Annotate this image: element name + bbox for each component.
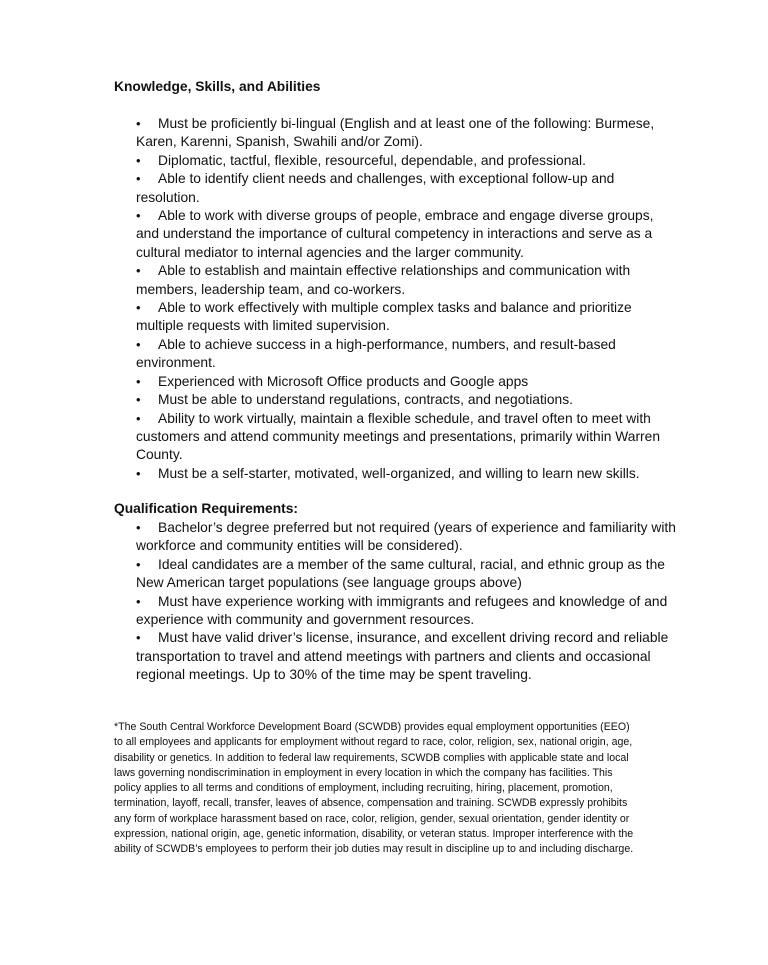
ksa-item-text: Must be proficiently bi-lingual (English and at least one of the following: Burmese, Karen, Karenni, Spanish, Swahili and/or Zomi).: [136, 116, 655, 150]
bullet-icon: •: [136, 630, 141, 646]
qualification-item-3: [136, 593, 676, 630]
ksa-item-9: [136, 391, 676, 409]
ksa-item-text: Ability to work virtually, maintain a flexible schedule, and travel often to meet with customers and attend community meetings and presentations, primarily within Warren County.: [136, 410, 660, 463]
bullet-icon: •: [136, 300, 141, 316]
bullet-icon: •: [136, 116, 141, 131]
bullet-icon: •: [136, 373, 141, 389]
bullet-icon: •: [136, 336, 141, 352]
ksa-item-6: [136, 299, 676, 336]
qualification-item-text: Bachelor’s degree preferred but not required (years of experience and familiarity with workforce and community entities will be considered).: [136, 520, 676, 554]
ksa-item-text: Must be a self-starter, motivated, well-organized, and willing to learn new skills.: [158, 465, 640, 481]
bullet-icon: •: [136, 410, 141, 426]
bullet-icon: •: [136, 171, 141, 187]
qualification-item-text: Ideal candidates are a member of the same cultural, racial, and ethnic group as the New American target populations (see language groups above): [136, 556, 665, 591]
eeo-footnote: *The South Central Workforce Development Board (SCWDB) provides equal employment opportunities (EEO) to all employees and applicants for employment without regard to race, color, religion, sex, national origin, age, disability or genetics. In addition to federal law requirements, SCWDB complies with applicable state and local laws governing nondiscrimination in employment in every location in which the company has facilities. This policy applies to all terms and conditions of employment, including recruiting, hiring, placement, promotion, termination, layoff, recall, transfer, leaves of absence, compensation and training. SCWDB expressly prohibits any form of workplace harassment based on race, color, religion, gender, sexual orientation, gender identity or expression, national origin, age, genetic information, disability, or veteran status. Improper interference with the ability of SCWDB’s employees to perform their job duties may result in discipline up to and including discharge.: [114, 721, 634, 856]
bullet-icon: •: [136, 263, 141, 279]
ksa-item-text: Must be able to understand regulations, contracts, and negotiations.: [158, 392, 573, 408]
ksa-item-11: [136, 465, 676, 483]
qualification-item-text: Must have valid driver’s license, insurance, and excellent driving record and reliable transportation to travel and attend meetings with partners and clients and occasional regional meetings. Up to 30% of the time may be spent traveling.: [136, 630, 669, 683]
bullet-icon: •: [136, 392, 141, 408]
qualifications-list: [136, 519, 676, 685]
bullet-icon: •: [136, 593, 141, 609]
bullet-icon: •: [136, 520, 141, 535]
ksa-item-3: [136, 170, 676, 207]
ksa-item-5: [136, 262, 676, 299]
ksa-item-text: Able to achieve success in a high-performance, numbers, and result-based environment.: [136, 336, 616, 371]
ksa-item-text: Diplomatic, tactful, flexible, resourceful, dependable, and professional.: [158, 152, 586, 168]
bullet-icon: •: [136, 465, 141, 481]
ksa-item-7: [136, 336, 676, 373]
qualification-item-text: Must have experience working with immigrants and refugees and knowledge of and experience with community and government resources.: [136, 593, 668, 628]
ksa-item-text: Able to establish and maintain effective relationships and communication with members, leadership team, and co-workers.: [136, 263, 631, 297]
ksa-item-2: [136, 152, 676, 170]
bullet-icon: •: [136, 556, 141, 572]
ksa-list: [136, 115, 676, 483]
ksa-item-4: [136, 207, 676, 262]
bullet-icon: •: [136, 208, 141, 224]
ksa-item-1: [136, 115, 676, 152]
ksa-item-8: [136, 373, 676, 391]
ksa-item-10: [136, 410, 676, 465]
qualifications-heading: Qualification Requirements:: [114, 501, 298, 516]
ksa-item-text: Able to work effectively with multiple complex tasks and balance and prioritize multiple requests with limited supervision.: [136, 300, 632, 334]
qualification-item-4: [136, 629, 676, 684]
bullet-icon: •: [136, 152, 141, 168]
ksa-item-text: Experienced with Microsoft Office products and Google apps: [158, 373, 529, 389]
ksa-heading: Knowledge, Skills, and Abilities: [114, 79, 321, 94]
qualification-item-2: [136, 556, 676, 593]
ksa-item-text: Able to work with diverse groups of people, embrace and engage diverse groups, and understand the importance of cultural competency in interactions and serve as a cultural mediator to internal agencies and the larger community.: [136, 208, 654, 260]
ksa-item-text: Able to identify client needs and challenges, with exceptional follow-up and resolution.: [136, 171, 615, 205]
qualification-item-1: [136, 519, 676, 556]
